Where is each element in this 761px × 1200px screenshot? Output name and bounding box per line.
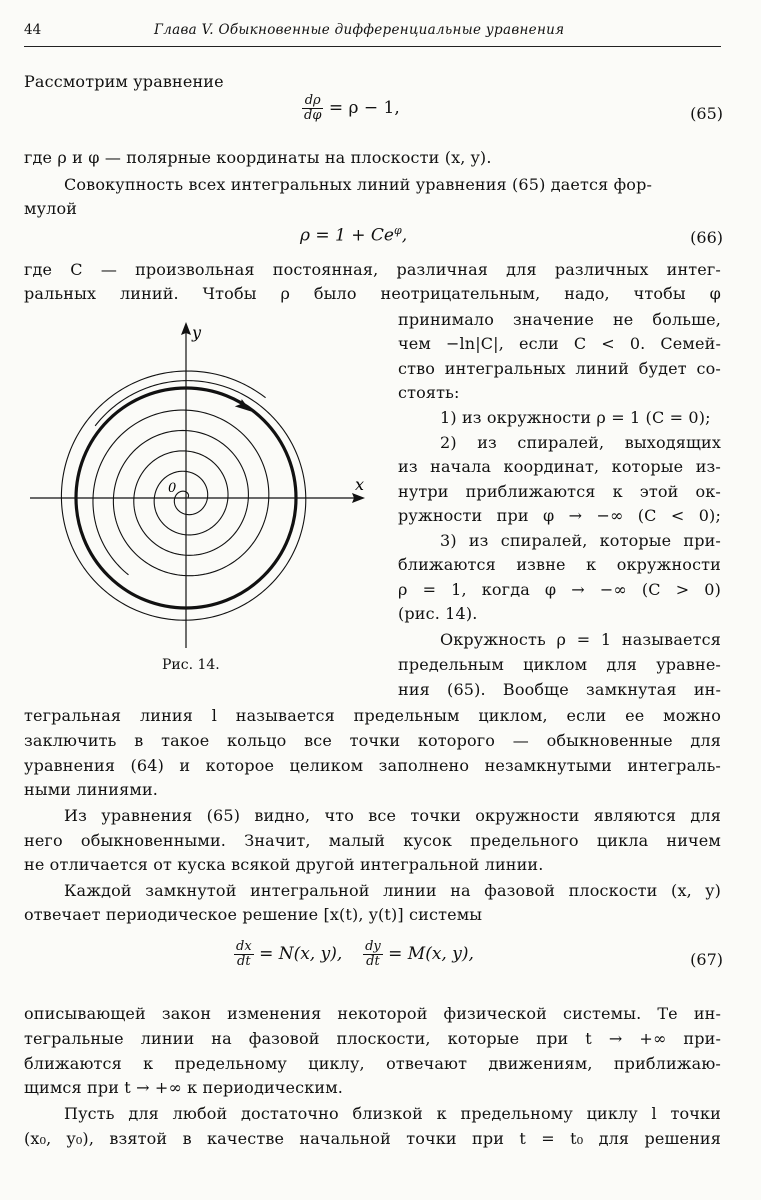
list-item-2: из начала координат, которые из- (398, 457, 721, 476)
page-header (24, 20, 721, 47)
x-axis-label: x (355, 475, 365, 494)
list-item-3: нутри приближаются к этой ок- (398, 482, 721, 501)
para7-line-0: Пусть для любой достаточно близкой к предельному циклу l точки (64, 1104, 721, 1123)
para4-line-1: него обыкновенными. Значит, малый кусок предельного цикла ничем (24, 831, 721, 850)
equation-67 (234, 940, 474, 969)
para3-line-0: тегральная линия l называется предельным циклом, если ее можно (24, 706, 721, 725)
eq67-num-2: dy (365, 939, 381, 954)
inner-spiral (93, 410, 269, 576)
side-line-2: ство интегральных линий будет со- (398, 359, 721, 378)
para3-line-1: заключить в такое кольцо все точки которого — обыкновенные для (24, 731, 721, 750)
eq66-tail: , (401, 225, 408, 246)
para5-line-0: Каждой замкнутой интегральной линии на фазовой плоскости (x, y) (64, 881, 721, 900)
para1-line-0: Совокупность всех интегральных линий уравнения (65) дается фор- (64, 175, 653, 194)
para3-side-0: Окружность ρ = 1 называется (440, 630, 721, 649)
list-item-4: ружности при φ → −∞ (C < 0); (398, 506, 721, 525)
para2-line-0: где C — произвольная постоянная, различная для различных интег- (24, 260, 721, 279)
para4-line-2: не отличается от куска всякой другой интегральной линии. (24, 855, 544, 874)
eq65-number: (65) (690, 104, 723, 123)
eq65-denominator: dφ (304, 108, 322, 123)
eq67-den-1: dt (237, 954, 251, 969)
eq67-rhs-1: = N(x, y), (259, 944, 343, 964)
side-line-3: стоять: (398, 383, 460, 402)
para7-line-1: (x₀, y₀), взятой в качестве начальной точки при t = t₀ для решения (24, 1129, 721, 1148)
para1-line-1: мулой (24, 199, 78, 218)
para3-line-2: уравнения (64) и которое целиком заполнено незамкнутыми интеграль- (24, 756, 721, 775)
origin-label: 0 (168, 481, 177, 496)
page-number: 44 (24, 22, 42, 38)
para3-side-1: предельным циклом для уравне- (398, 655, 721, 674)
para5-line-1: отвечает периодическое решение [x(t), y(t)] системы (24, 905, 483, 924)
y-axis-label: y (192, 323, 202, 342)
chapter-title: Глава V. Обыкновенные дифференциальные уравнения (154, 22, 565, 38)
figure-caption: Рис. 14. (162, 657, 220, 673)
list-item-1: 2) из спиралей, выходящих (440, 433, 721, 452)
eq67-number: (67) (690, 950, 723, 969)
eq67-den-2: dt (366, 954, 380, 969)
where-line-1: где ρ и φ — полярные координаты на плоскости (x, y). (24, 148, 492, 167)
eq67-num-1: dx (236, 939, 252, 954)
eq66-formula: ρ = 1 + Ce (300, 225, 394, 246)
para6-line-2: ближаются к предельному циклу, отвечают движениям, приближаю- (24, 1054, 721, 1073)
equation-65 (302, 94, 400, 123)
eq65-rhs: = ρ − 1, (328, 98, 400, 118)
side-line-1: чем −ln|C|, если C < 0. Семей- (398, 334, 721, 353)
para6-line-3: щимся при t → +∞ к периодическим. (24, 1078, 344, 1097)
list-item-8: (рис. 14). (398, 604, 478, 623)
equation-66 (300, 224, 407, 246)
para4-line-0: Из уравнения (65) видно, что все точки окружности являются для (64, 806, 721, 825)
eq66-superscript: φ (393, 224, 402, 237)
eq65-numerator: dρ (302, 94, 323, 109)
eq67-rhs-2: = M(x, y), (388, 944, 474, 964)
para6-line-0: описывающей закон изменения некоторой физической системы. Те ин- (24, 1004, 721, 1023)
para3-side-2: ния (65). Вообще замкнутая ин- (398, 680, 721, 699)
para6-line-1: тегральные линии на фазовой плоскости, которые при t → +∞ при- (24, 1029, 721, 1048)
list-item-5: 3) из спиралей, которые при- (440, 531, 721, 550)
intro-line: Рассмотрим уравнение (24, 72, 224, 91)
list-item-0: 1) из окружности ρ = 1 (C = 0); (440, 408, 711, 427)
list-item-7: ρ = 1, когда φ → −∞ (C > 0) (398, 580, 721, 599)
eq66-number: (66) (690, 228, 723, 247)
para2-line-1: ральных линий. Чтобы ρ было неотрицательным, надо, чтобы φ (24, 284, 721, 303)
para3-line-3: ными линиями. (24, 780, 158, 799)
side-line-0: принимало значение не больше, (398, 310, 721, 329)
figure-14 (30, 318, 375, 648)
list-item-6: ближаются извне к окружности (398, 555, 721, 574)
